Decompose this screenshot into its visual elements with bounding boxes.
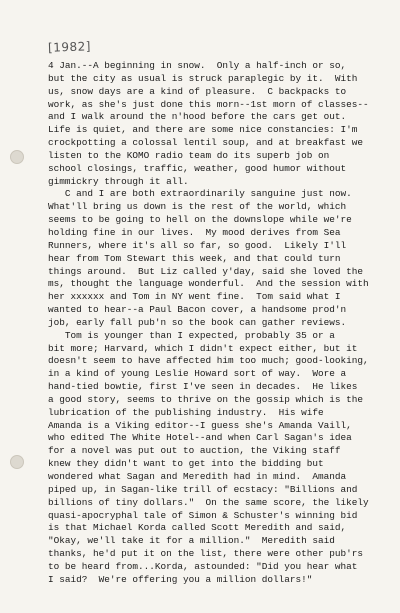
binder-hole-bottom [10,455,24,469]
text-line: bit more; Harvard, which I didn't expect either, but it [48,342,358,354]
text-line: listen to the KOMO radio team do its superb job on [48,149,330,161]
text-line: job, early fall pub'n so the book can gather reviews. [48,316,347,328]
text-line: wanted to hear--a Paul Bacon cover, a handsome prod'n [48,304,347,316]
text-line: Life is quiet, and there are some nice constancies: I'm [48,124,358,136]
text-line: C and I are both extraordinarily sanguine just now. [48,188,352,200]
journal-text [48,60,388,587]
text-line: seems to be going to hell on the downslope while we're [48,214,352,226]
text-line: but the city as usual is struck paraplegic by it. With [48,72,358,84]
text-line: Runners, where it's all so far, so good. Likely I'll [48,239,347,251]
text-line: her xxxxxx and Tom in NY went fine. Tom said what I [48,291,341,303]
text-line: Amanda is a Viking editor--I guess she's Amanda Vaill, [48,419,352,431]
text-line: piped up, in Sagan-like trill of ecstacy: "Billions and [48,483,358,495]
text-line: Tom is younger than I expected, probably 35 or a [48,329,335,341]
text-line: billions of tiny dollars." On the same score, the likely [48,496,369,508]
text-line: hear from Tom Stewart this week, and that could turn [48,252,341,264]
text-line: thanks, he'd put it on the list, there were other pub'rs [48,548,364,560]
text-line: for a novel was put out to auction, the Viking staff [48,445,341,457]
text-line: is that Michael Korda called Scott Meredith and said, [48,522,347,534]
text-line: and I walk around the n'hood before the cars get out. [48,111,347,123]
text-line: holding fine in our lives. My mood derives from Sea [48,226,341,238]
text-line: quasi-apocryphal tale of Simon & Schuster's winning bid [48,509,358,521]
binder-hole-top [10,150,24,164]
text-line: us, snow days are a kind of pleasure. C backpacks to [48,85,347,97]
text-line: "Okay, we'll take it for a million." Meredith said [48,535,335,547]
text-line: 4 Jan.--A beginning in snow. Only a half-inch or so, [48,60,347,71]
text-line: crockpotting a colossal lentil soup, and at breakfast we [48,137,364,149]
text-line: lubrication of the publishing industry. His wife [48,406,324,418]
text-line: school closings, traffic, weather, good humor without [48,162,347,174]
text-line: doesn't seem to have affected him too much; good-looking, [48,355,369,367]
text-line: to be heard from...Korda, astounded: "Did you hear what [48,560,358,572]
text-line: wondered what Sagan and Meredith had in mind. Amanda [48,471,347,482]
text-line: a good story, seems to thrive on the gossip which is the [48,393,364,405]
text-line: things around. But Liz called y'day, said she loved the [48,265,364,277]
text-line: hand-tied bowtie, first I've seen in decades. He likes [48,381,358,393]
text-line: ms, thought the language wonderful. And the session with [48,278,369,290]
handwritten-year-note: [1982] [47,39,92,55]
text-line: gimmickry through it all. [48,175,189,187]
text-line: What'll bring us down is the rest of the world, which [48,201,347,213]
text-line: I said? We're offering you a million dollars!" [48,573,313,585]
text-line: in a kind of young Leslie Howard sort of way. Wore a [48,368,347,380]
text-line: who edited The White Hotel--and when Carl Sagan's idea [48,432,352,444]
text-line: work, as she's just done this morn--1st morn of classes-- [48,98,369,110]
text-line: knew they didn't want to get into the bidding but [48,458,324,470]
